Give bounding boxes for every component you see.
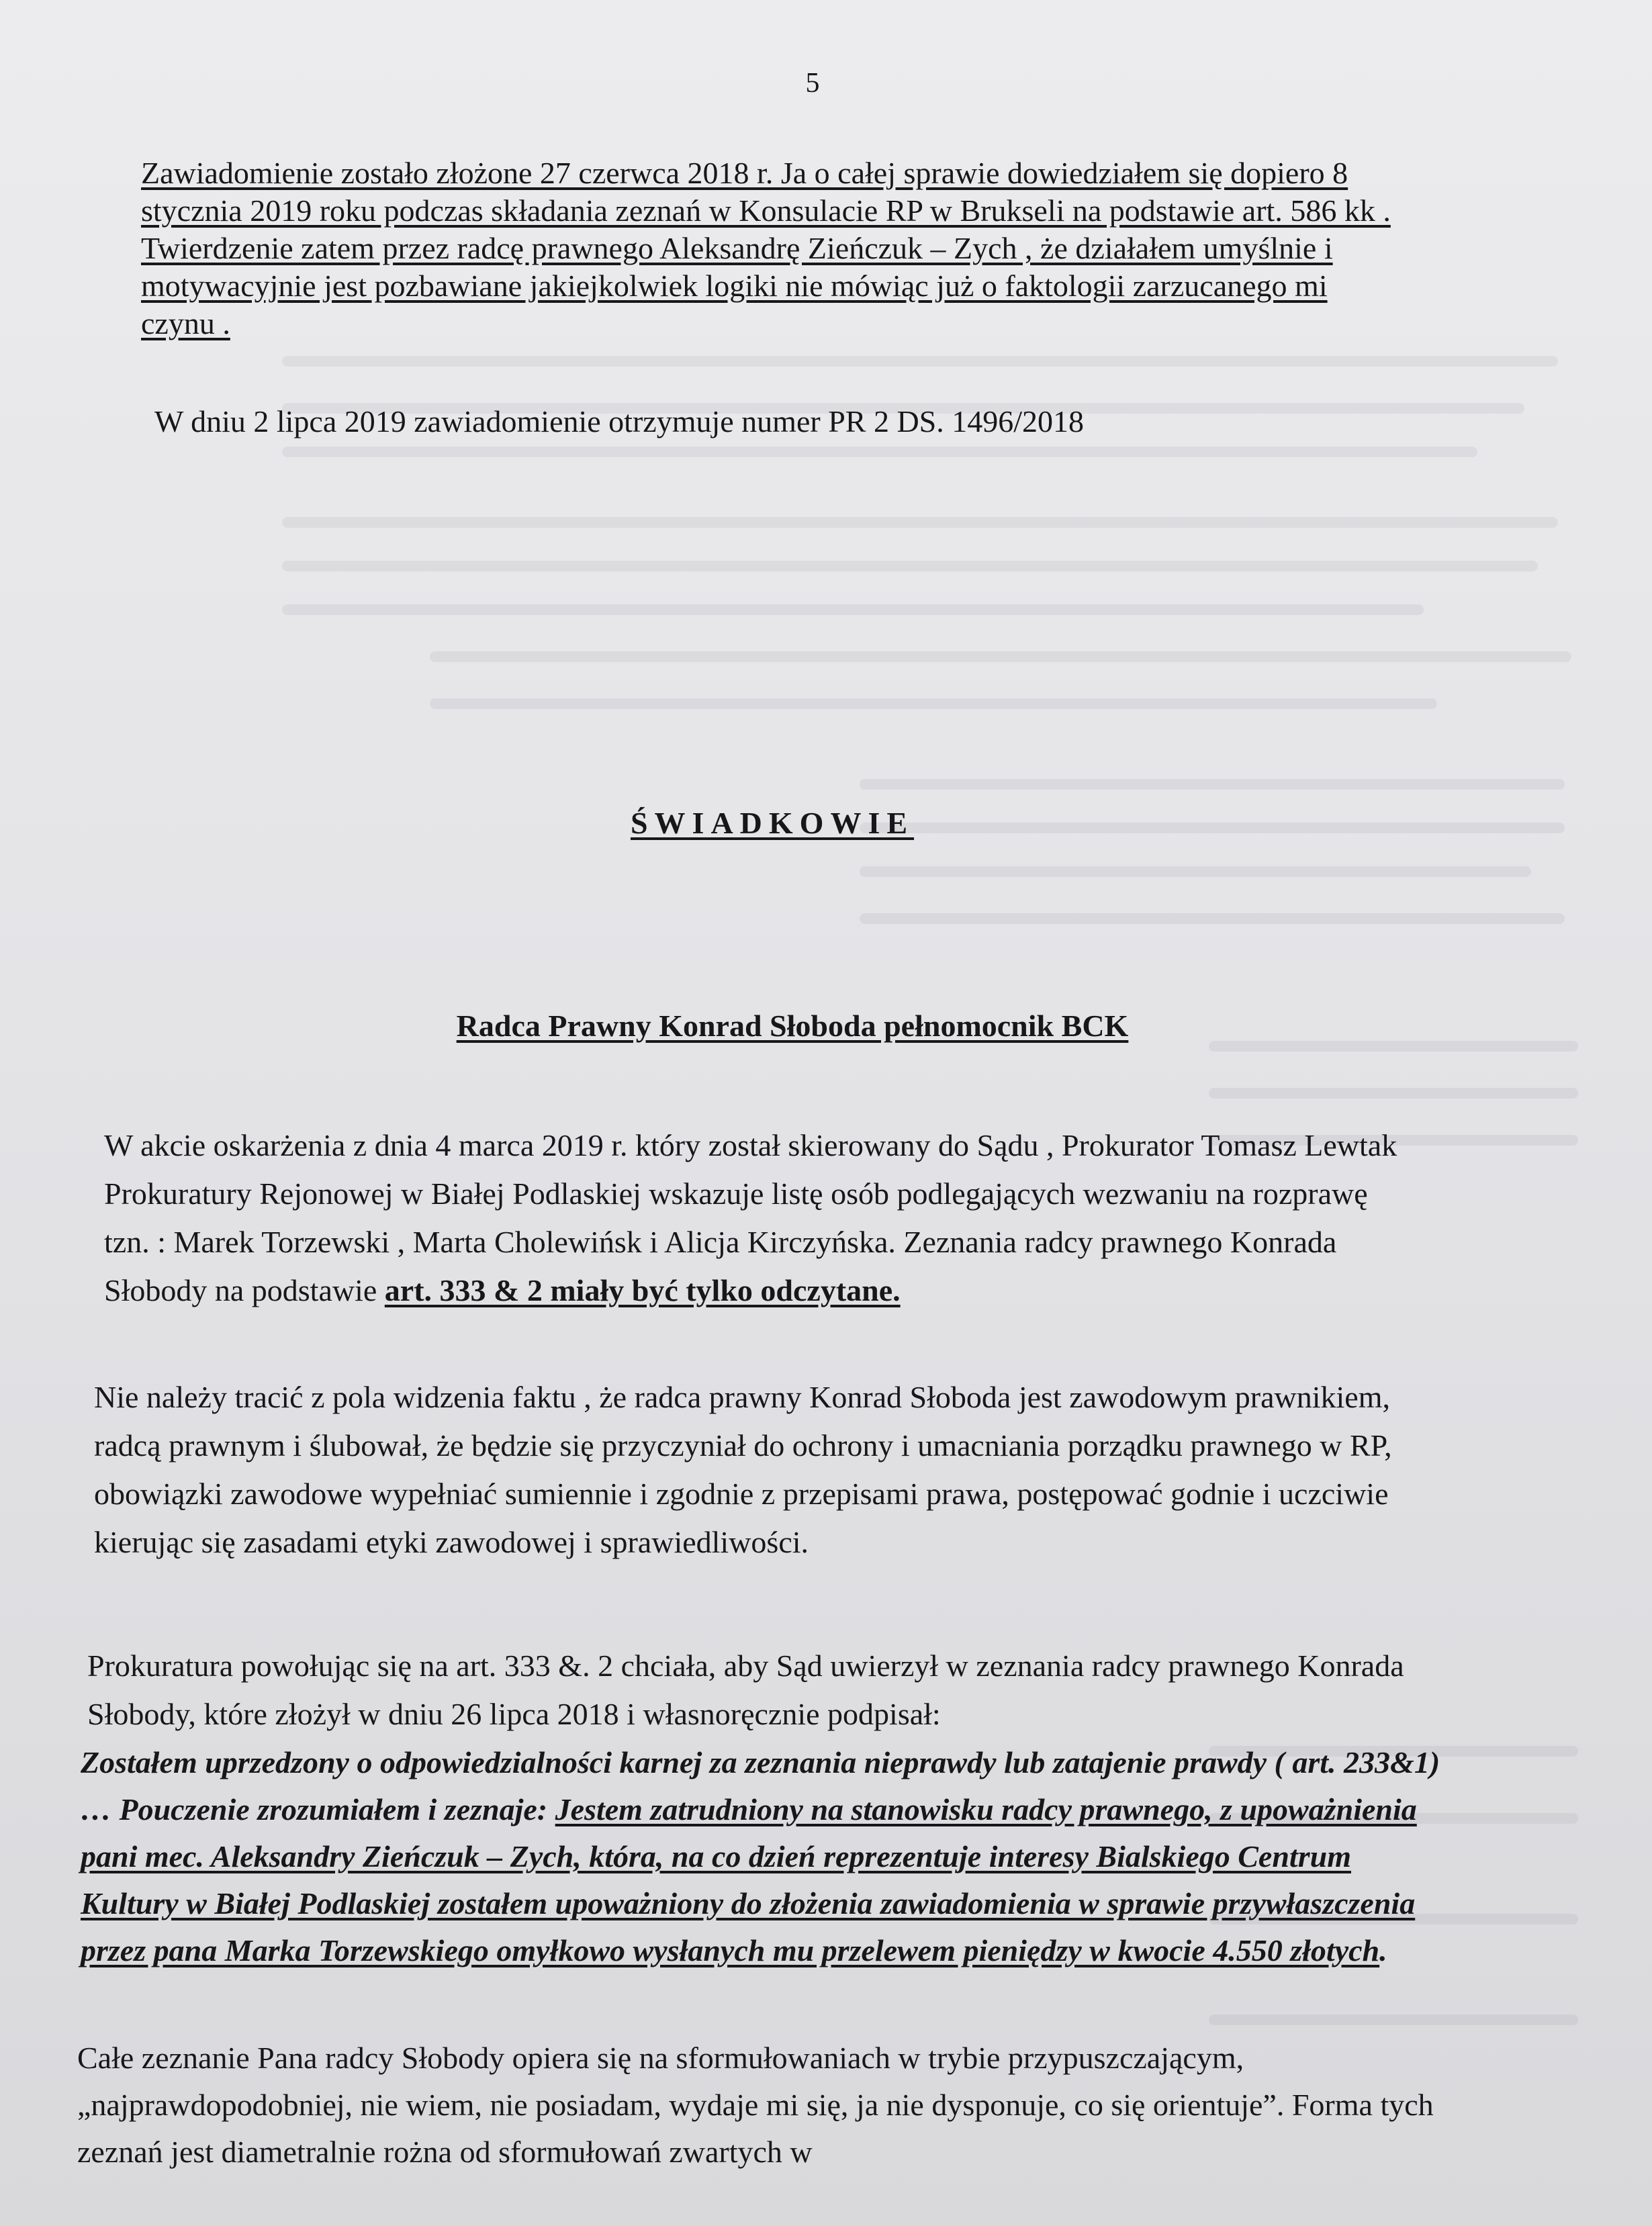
indictment-emphasis: art. 333 & 2 miały być tylko odczytane. <box>384 1273 901 1307</box>
registration-line: W dniu 2 lipca 2019 zawiadomienie otrzymuje numer PR 2 DS. 1496/2018 <box>154 404 1085 438</box>
intro-underlined-text: Zawiadomienie zostało złożone 27 czerwca 2018 r. Ja o całej sprawie dowiedziałem się dopiero 8 stycznia 2019 roku podczas składania zeznań w Konsulacie RP w Brukseli na podstawie art. 586 kk . Twierdzenie zatem przez radcę prawnego Aleksandrę Zieńczuk – Zych , że działałem umyślnie i motywacyjnie jest pozbawiane jakiejkolwiek logiki nie mówiąc już o faktologii zarzucanego mi czynu . <box>141 156 1391 340</box>
prosecution-paragraph: Prokuratura powołując się na art. 333 &. 2 chciała, aby Sąd uwierzył w zeznania radcy prawnego Konrada Słobody, które złożył w dniu 26 lipca 2018 i własnoręcznie podpisał: <box>87 1649 1404 1731</box>
indictment-paragraph <box>104 1121 1420 1315</box>
quote-end: . <box>1379 1933 1387 1967</box>
indictment-text: W akcie oskarżenia z dnia 4 marca 2019 r. który został skierowany do Sądu , Prokurator Tomasz Lewtak Prokuratury Rejonowej w Białej Podlaskiej wskazuje listę osób podlegających wezwaniu na rozprawę tzn. : Marek Torzewski , Marta Cholewińsk i Alicja Kirczyńska. Zeznania radcy prawnego Konrada Słobody na podstawie <box>104 1128 1397 1307</box>
professional-duty-paragraph: Nie należy tracić z pola widzenia faktu , że radca prawny Konrad Słoboda jest zawodowym prawnikiem, radcą prawnym i ślubował, że będzie się przyczyniał do ochrony i umacniania porządku prawnego w RP, obowiązki zawodowe wypełniać sumiennie i zgodnie z przepisami prawa, postępować godnie i uczciwie kierując się zasadami etyki zawodowej i sprawiedliwości. <box>94 1380 1392 1559</box>
intro-paragraph <box>141 154 1404 342</box>
quote-underlined: Jestem zatrudniony na stanowisku radcy prawnego, z upoważnienia pani mec. Aleksandry Zieńczuk – Zych, która, na co dzień reprezentuje interesy Bialskiego Centrum Kultury w Białej Podlaskiej zostałem upoważniony do złożenia zawiadomienia w sprawie przywłaszczenia przez pana Marka Torzewskiego omyłkowo wysłanych mu przelewem pieniędzy w kwocie 4.550 złotych <box>81 1792 1417 1967</box>
page-number: 5 <box>805 68 820 99</box>
testimony-analysis-paragraph: Całe zeznanie Pana radcy Słobody opiera się na sformułowaniach w trybie przypuszczającym, „najprawdopodobniej, nie wiem, nie posiadam, wydaje mi się, ja nie dysponuje, co się orientuje”. Forma tych zeznań jest diametralnie rożna od sformułowań zwartych w <box>77 2041 1434 2169</box>
section-heading: ŚWIADKOWIE <box>630 806 915 840</box>
witness-subheading: Radca Prawny Konrad Słoboda pełnomocnik BCK <box>456 1009 1129 1043</box>
quoted-testimony <box>81 1739 1451 1974</box>
quote-intro: Zostałem uprzedzony o odpowiedzialności karnej za zeznania nieprawdy lub zatajenie prawdy ( art. 233&1) … Pouczenie zrozumiałem i zeznaje: <box>81 1745 1440 1826</box>
